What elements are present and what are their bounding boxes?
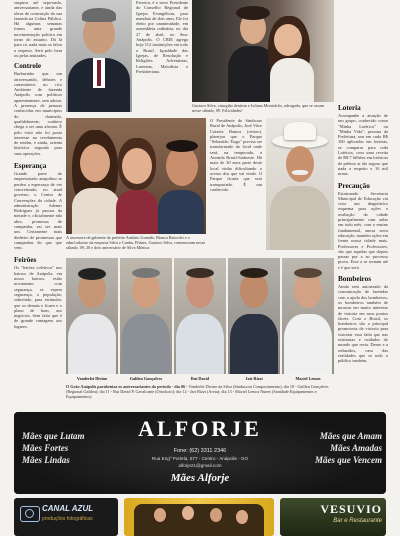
section-text-controle: Burburinho que um atravessando, debates e comentários no rico Ambiente de fazenda Anápolis com políticos aparentemente, sem adotar. A presença de pessoas conhecidas em municípios do chamado, qualidelmente, conhece chega a ser uma afronta. É pelo visto não foi posto interesse no recebimento de rendas, e ainda, orienta histórica segundo para suas operações. <box>14 71 62 156</box>
ad-tagline: Mães Alforje <box>170 472 230 484</box>
sidebar-title-loteria: Loteria <box>338 104 361 112</box>
ad-left-line-1: Mães que Lutam <box>22 431 85 441</box>
caption-couple: Gustavo Silva, cirurgião dentista e Juliana Montalvão, advogada, que se casam nesse sábado, 09. Felicidades! <box>192 103 325 113</box>
ad-left-line-2: Mães Fortes <box>22 443 69 453</box>
ad-right-line-3: Mães que Vencem <box>315 455 382 465</box>
portrait-2 <box>120 258 172 374</box>
ad-canal-azul-sub: produções fotográficas <box>42 516 93 522</box>
ad-canal-azul-name: CANAL AZUL <box>42 504 94 513</box>
ad-vesuvio-sub: Bar e Restaurante <box>333 518 382 524</box>
photo-couple-wedding <box>192 0 334 102</box>
photo-man-hat <box>266 118 334 250</box>
ad-right-lines <box>276 430 382 466</box>
birthday-caption-rest: - Vanderlei Divino da Silva (Sinduscon Comportamento); dia 10 - Galileu Gonçalves (Regional Galileu); dia 11 - Rui David P. Cavalcante (Ortodoxo); dia 12 - Jair Rizzi (Areia); dia 13 - Maciel Lemos Nunes (Sanidade Equipamentos e Equipamentos). <box>66 384 329 399</box>
right-sidebar <box>338 102 388 410</box>
ad-brand-logo: ALFORJE <box>138 416 262 441</box>
sidebar-text-precaucao: Estruturado Secretaria Municipal de Educação vai criar um diagnóstico esquema para ações e avaliação da cidade principalmente com aulas em todo mês, com o ensino fundamental, anexa nova educação, mantém ações em frente nossa cidade mais. Professores e Professores, são que aquelas que depois passar por a ao processo prova. Esse a se tornam até e é que será. <box>338 190 388 270</box>
ad-left-lines <box>22 430 132 466</box>
ad-vesuvio[interactable] <box>280 498 386 536</box>
ad-right-line-1: Mães que Amam <box>319 431 382 441</box>
portrait-4 <box>228 258 280 374</box>
portrait-name-5: Maciel Lemos <box>295 376 321 381</box>
photo-man-suit <box>66 0 132 112</box>
portrait-name-2: Galileu Gonçalves <box>129 376 163 381</box>
portrait-name-4: Jair Rizzi <box>245 376 263 381</box>
portrait-1 <box>66 258 118 374</box>
top-center-text: Ferreira, é o novo Presidente do Conselho Regional de Igrejas Evangélicas, para mandato de dois anos. Ele foi eleito por unanimidade, em assembleia ordinária, no dia 27 de abril, no Sesc Anápolis. O CRIE agrega hoje 112 instituições em todo o Brasil. Igualdade das Igrejas, de Resolução e Religiões Adventistas, Luterana, Metodista e Presbiteriana. <box>136 0 188 74</box>
section-text-feiroes: Os "feirões coletivos" nos bairros de Anápolis, em nosso bairros, estão novamente, com segurança, se espera segurança, a população, sobretudo, para estimular, que os demais e ficam e o plano de bom, aos negócios. Sem falar que é de grande vantagens aos lugares. <box>14 265 62 329</box>
portrait-name-1: Vanderlei Divino <box>76 376 108 381</box>
section-text-esperanca: Grande parte do empresariado anapolino se perdeu a esperança de ver concretizado, no atual governo, o Centro de Convenções da cidade. A administração Ademir Rodrigues já passou da metade e, oficialmente não abre, promessa de campanha, vai ser mais um. Certamente mais dinheiro de promessas que campanhas do que que vem. <box>14 171 62 251</box>
middle-center-text: O Presidente do Sindicato Rural de Anápolis, José Vitor Caixeta Ramos (centro), planejou que o Parque "Sebastião Tiago" precisa ser transformado do local onde será, na temporada, a Avenida Brasil-Sudoeste. Há mais de 30 anos parte deste local vinha dificultando o acesso dos que vai vindo. O Parque ficaria que será transportado. É um conhecido. <box>210 118 262 192</box>
section-title-feiroes: Feirões <box>14 256 37 265</box>
intro-paragraph: suspiros até sepa-nado, aniversariante, e ainda das obras de construção da sua fazenda na Colina Pública. Há algumas semanas fomos uma grande movimentação política em torno do assunto. Dá lá para cá, nada mais se falou a respeito. Será pelo bem ou pelas amizades. <box>14 0 62 58</box>
caption-birthday: A assessora de gabinete do prefeito Antônio Gomide, Bianca Baiocchi e o adm/cadastro da empresa Silva e Cunha, Filmes, Gustavo Silva, comemoram nesse sábado, 09, 20 e dois aniversário de Silva Mônica. <box>66 235 206 250</box>
ad-alforje[interactable] <box>14 412 386 494</box>
portrait-3 <box>174 258 226 374</box>
ad-phone: Fone: (62) 3311 2346 <box>173 448 227 454</box>
sidebar-text-bombeiros: Ainda sem autorizado da comunicação de fazendas com a ajuda dos bombeiros, os bombeiros também de mostrar em muito interesse de vistoria em seus pontos fáceis. Com o Brasil, os bombeiros são a principal promotoria de vistoria para vistoriar essa falta que nas estruturas e cuidados do mundo que resta. Demo e a reduzidos, caso das realidades que se todo o público também. <box>338 284 388 364</box>
ad-email: alforje21@gmail.com <box>178 463 222 468</box>
portrait-name-3: Rui David <box>190 376 210 381</box>
ad-address: Rua Engº Portela, 577 - Centro - Anápolis - GO <box>151 456 249 461</box>
sidebar-title-precaucao: Precaução <box>338 181 370 190</box>
birthday-caption <box>66 384 334 399</box>
section-title-controle: Controle <box>14 62 42 71</box>
section-title-esperanca: Esperança <box>14 162 47 171</box>
portrait-5 <box>282 258 334 374</box>
ad-right-line-2: Mães Amadas <box>330 443 382 453</box>
ad-vesuvio-name: VESUVIO <box>320 502 382 516</box>
sidebar-text-loteria: Acompanhe a atuação de um grupo, conhecido como "Minha Lotérica" ou "Minha Vida", persona da Prefeitura, um em cada R$ 100 aplicados em loterias, se comparar para toda Lotérica, com uma receita de R$ 7 bilhões em lotéricas de prêmio aí tão seguro que nada a respeito e 16 mil urnas. <box>338 113 388 177</box>
left-column <box>14 0 62 410</box>
ad-left-line-3: Mães Lindas <box>22 455 70 465</box>
sidebar-title-bombeiros: Bombeiros <box>338 275 372 284</box>
ad-canal-azul[interactable] <box>14 498 118 536</box>
ad-middle[interactable] <box>124 498 274 536</box>
birthday-caption-bold: O Grão Anápolis parabeniza os aniversariantes do período - dia 06 <box>66 384 186 389</box>
photo-birthday-group <box>66 118 206 234</box>
